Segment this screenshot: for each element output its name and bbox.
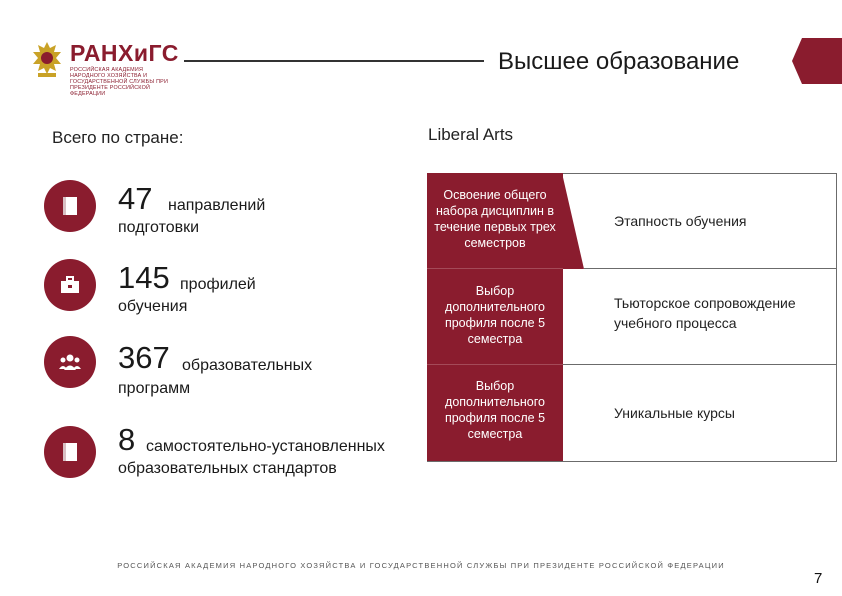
liberal-arts-heading: Liberal Arts <box>428 125 514 144</box>
header-divider <box>184 60 484 62</box>
emblem-logo <box>30 40 64 80</box>
table-row-2-left: Выбор дополнительного профиля после 5 семестра <box>444 284 546 346</box>
logo-text: РАНХиГС <box>70 40 179 66</box>
stat-icon-2 <box>44 259 96 311</box>
stat-word-3: образовательных <box>182 357 313 374</box>
table-row-3-right: Уникальные курсы <box>614 405 735 421</box>
row-arrow <box>562 173 584 269</box>
row-divider <box>427 268 563 269</box>
stat-line2-1: подготовки <box>118 219 200 236</box>
stat-icon-3 <box>44 336 96 388</box>
stat-number-4: 8 <box>118 422 136 457</box>
footer-text: РОССИЙСКАЯ АКАДЕМИЯ НАРОДНОГО ХОЗЯЙСТВА И ГОСУДАРСТВЕННОЙ СЛУЖБЫ ПРИ ПРЕЗИДЕНТЕ РОССИЙСКОЙ ФЕДЕРАЦИИ <box>117 561 725 570</box>
header-accent-tab <box>792 38 842 84</box>
row-divider <box>563 364 836 365</box>
stat-word-2: профилей <box>180 276 256 293</box>
table-row-1-left: Освоение общего набора дисциплин в течение первых трех семестров <box>434 188 556 250</box>
table-row-1-right: Этапность обучения <box>614 213 747 229</box>
book-icon <box>58 194 82 218</box>
logo-subtitle: РОССИЙСКАЯ АКАДЕМИЯ НАРОДНОГО ХОЗЯЙСТВА И ГОСУДАРСТВЕННОЙ СЛУЖБЫ ПРИ ПРЕЗИДЕНТЕ РОССИЙСКОЙ ФЕДЕРАЦИИ <box>70 67 169 97</box>
row-divider <box>584 268 836 269</box>
stat-icon-4 <box>44 426 96 478</box>
page-title: Высшее образование <box>498 48 740 75</box>
stat-line2-2: обучения <box>118 298 188 315</box>
stat-line2-4: образовательных стандартов <box>118 460 337 477</box>
stat-number-1: 47 <box>118 181 153 216</box>
row-divider <box>427 364 563 365</box>
stat-number-3: 367 <box>118 340 170 375</box>
people-icon <box>58 350 82 374</box>
stat-number-2: 145 <box>118 260 170 295</box>
table-row-3-left: Выбор дополнительного профиля после 5 семестра <box>444 379 546 441</box>
table-row-2-right: Тьюторское сопровождение учебного процесса <box>614 295 796 331</box>
stat-line2-3: программ <box>118 380 191 397</box>
country-heading: Всего по стране: <box>52 128 184 147</box>
stat-word-4: самостоятельно-установленных <box>146 438 385 455</box>
page-number: 7 <box>814 570 823 587</box>
book-icon <box>58 440 82 464</box>
stat-icon-1 <box>44 180 96 232</box>
stat-word-1: направлений <box>168 197 266 214</box>
briefcase-icon <box>58 273 82 297</box>
